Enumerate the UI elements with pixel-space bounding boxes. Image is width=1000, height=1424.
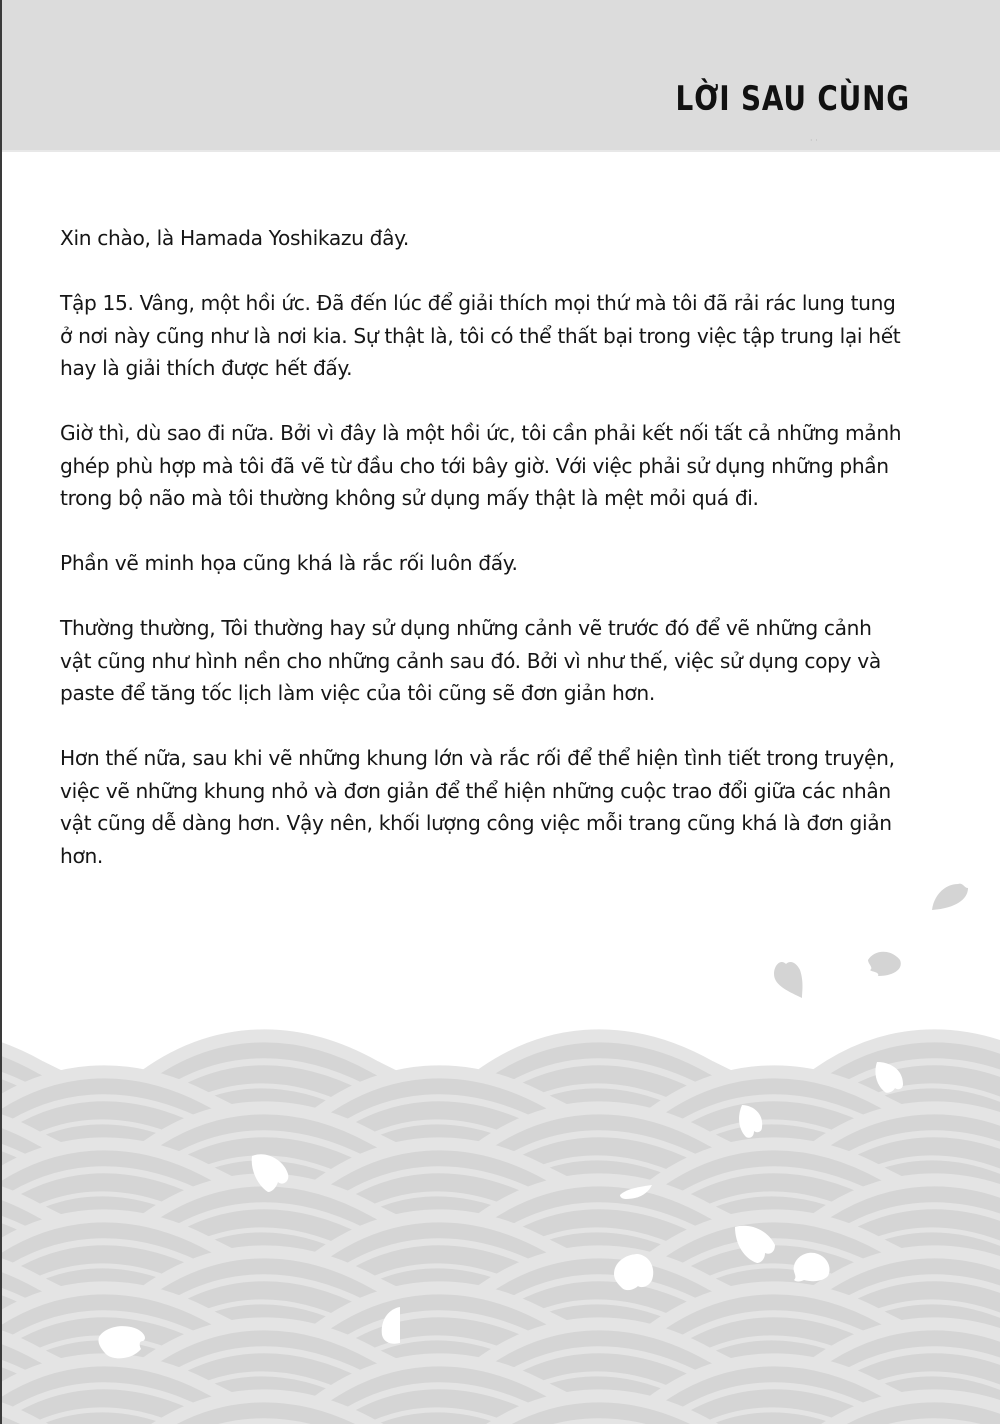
paragraph-illustration: [60, 547, 950, 580]
sakura-petal-icon: [97, 1325, 147, 1361]
text-line: Xin chào, là Hamada Yoshikazu đây.: [60, 226, 409, 250]
sakura-petal-icon: [733, 1225, 777, 1265]
sakura-petal-icon: [610, 1252, 656, 1292]
header-band: [2, 0, 1000, 152]
text-line: Tập 15. Vâng, một hồi ức. Đã đến lúc để giải thích mọi thứ mà tôi đã rải rác lung tung: [60, 291, 896, 315]
sakura-petal-icon: [618, 1183, 654, 1201]
seigaiha-wave-pattern: [0, 1010, 1000, 1424]
text-line: trong bộ não mà tôi thường không sử dụng mấy thật là mệt mỏi quá đi.: [60, 486, 759, 510]
text-line: paste để tăng tốc lịch làm việc của tôi cũng sẽ đơn giản hơn.: [60, 681, 655, 705]
sakura-petal-icon: [873, 1060, 907, 1096]
text-line: ghép phù hợp mà tôi đã vẽ từ đầu cho tới bây giờ. Với việc phải sử dụng những phần: [60, 453, 889, 478]
text-line: việc vẽ những khung nhỏ và đơn giản để thể hiện những cuộc trao đổi giữa các nhân: [60, 778, 891, 803]
decorative-dots: · ·: [810, 136, 818, 145]
paragraph-greeting: [60, 222, 950, 255]
sakura-petal-icon: [380, 1305, 402, 1347]
sakura-petal-icon: [736, 1103, 766, 1141]
sakura-petal-icon: [248, 1152, 292, 1196]
sakura-petal-icon: [866, 948, 904, 978]
text-line: Thường thường, Tôi thường hay sử dụng những cảnh vẽ trước đó để vẽ những cảnh: [60, 616, 872, 640]
text-line: vật cũng dễ dàng hơn. Vậy nên, khối lượng công việc mỗi trang cũng khá là đơn giản: [60, 811, 892, 835]
paragraph-volume: [60, 287, 950, 385]
text-line: hay là giải thích được hết đấy.: [60, 356, 353, 380]
paragraph-panels: [60, 742, 950, 872]
sakura-petal-icon: [930, 880, 970, 912]
page-edge: [0, 0, 2, 1424]
text-line: Giờ thì, dù sao đi nữa. Bởi vì đây là một hồi ức, tôi cần phải kết nối tất cả những mảnh: [60, 421, 902, 445]
page-title: LỜI SAU CÙNG: [675, 79, 910, 119]
text-line: hơn.: [60, 843, 103, 868]
text-line: vật cũng như hình nền cho những cảnh sau đó. Bởi vì như thế, việc sử dụng copy và: [60, 648, 881, 673]
paragraph-copy-paste: [60, 612, 950, 710]
afterword-text: [60, 222, 950, 905]
paragraph-memory: [60, 417, 950, 515]
sakura-petal-icon: [772, 958, 806, 998]
text-line: Hơn thế nữa, sau khi vẽ những khung lớn và rắc rối để thể hiện tình tiết trong truyện,: [60, 746, 895, 770]
sakura-petal-icon: [790, 1250, 832, 1284]
text-line: Phần vẽ minh họa cũng khá là rắc rối luôn đấy.: [60, 551, 518, 575]
text-line: ở nơi này cũng như là nơi kia. Sự thật là, tôi có thể thất bại trong việc tập trung lại hết: [60, 323, 901, 348]
